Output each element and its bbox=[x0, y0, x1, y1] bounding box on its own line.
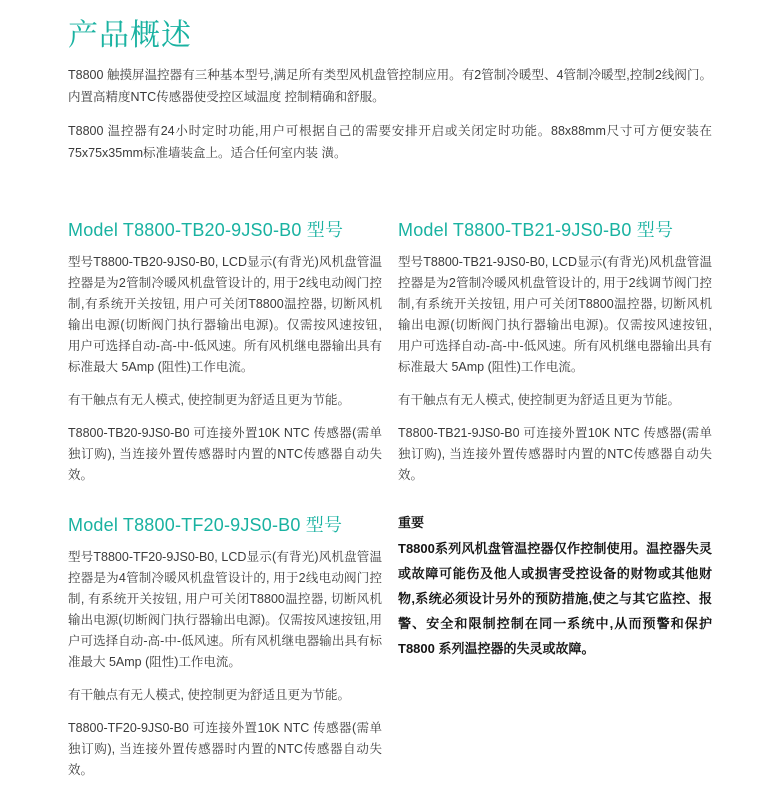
tb20-description: 型号T8800-TB20-9JS0-B0, LCD显示(有背光)风机盘管温控器是为2管制冷暖风机盘管设计的, 用于2线电动阀门控制,有系统开关按钮, 用户可关闭T8800温控器, 切断风机输出电源(切断阀门执行器输出电源)。仅需按风速按钮, 用户可选择自动-高-中-低风速。所有风机继电器输出具有标准最大 5Amp (阻性)工作电流。 bbox=[68, 255, 382, 374]
important-heading: 重要 bbox=[398, 515, 425, 530]
intro-paragraph-1: T8800 触摸屏温控器有三种基本型号,满足所有类型风机盘管控制应用。有2管制冷暖型、4管制冷暖型,控制2线阀门。内置高精度NTC传感器使受控区域温度 控制精确和舒服。 bbox=[68, 68, 712, 104]
tb20-sensor-note: T8800-TB20-9JS0-B0 可连接外置10K NTC 传感器(需单独订购), 当连接外置传感器时内置的NTC传感器自动失效。 bbox=[68, 426, 382, 482]
tb21-sensor-note: T8800-TB21-9JS0-B0 可连接外置10K NTC 传感器(需单独订购), 当连接外置传感器时内置的NTC传感器自动失效。 bbox=[398, 426, 712, 482]
tb21-dry-contact-note: 有干触点有无人模式, 使控制更为舒适且更为节能。 bbox=[398, 393, 680, 407]
section-heading-tb20: Model T8800-TB20-9JS0-B0 型号 bbox=[68, 220, 344, 240]
section-model-tb20 bbox=[68, 218, 382, 498]
model-sections-grid bbox=[68, 218, 712, 793]
intro-paragraph-2: T8800 温控器有24小时定时功能,用户可根据自己的需要安排开启或关闭定时功能。88x88mm尺寸可方便安装在75x75x35mm标准墙装盒上。适合任何室内装 潢。 bbox=[68, 124, 712, 160]
tb20-dry-contact-note: 有干触点有无人模式, 使控制更为舒适且更为节能。 bbox=[68, 393, 350, 407]
section-heading-tb21: Model T8800-TB21-9JS0-B0 型号 bbox=[398, 220, 674, 240]
page-title: 产品概述 bbox=[68, 19, 192, 52]
section-model-tf20 bbox=[68, 513, 382, 793]
section-model-tb21 bbox=[398, 218, 712, 498]
tf20-sensor-note: T8800-TF20-9JS0-B0 可连接外置10K NTC 传感器(需单独订购), 当连接外置传感器时内置的NTC传感器自动失效。 bbox=[68, 721, 382, 777]
section-heading-tf20: Model T8800-TF20-9JS0-B0 型号 bbox=[68, 515, 343, 535]
tb21-description: 型号T8800-TB21-9JS0-B0, LCD显示(有背光)风机盘管温控器是为2管制冷暖风机盘管设计的, 用于2线调节阀门控制,有系统开关按钮, 用户可关闭T8800温控器, 切断风机输出电源(切断阀门执行器输出电源)。仅需按风速按钮, 用户可选择自动-高-中-低风速。所有风机继电器输出具有标准最大 5Amp (阻性)工作电流。 bbox=[398, 255, 712, 374]
section-important-notice bbox=[398, 513, 712, 661]
tf20-description: 型号T8800-TF20-9JS0-B0, LCD显示(有背光)风机盘管温控器是为4管制冷暖风机盘管设计的, 用于2线电动阀门控制, 有系统开关按钮, 用户可关闭T8800温控器, 切断风机输出电源(切断阀门执行器输出电源)。仅需按风速按钮,用户可选择自动-高-中-低风速。所有风机继电器输出具有标准最大 5Amp (阻性)工作电流。 bbox=[68, 550, 382, 669]
tf20-dry-contact-note: 有干触点有无人模式, 使控制更为舒适且更为节能。 bbox=[68, 688, 350, 702]
important-body: T8800系列风机盘管温控器仅作控制使用。温控器失灵或故障可能伤及他人或损害受控设备的财物或其他财物,系统必须设计另外的预防措施,使之与其它监控、报警、安全和限制控制在同一系统中,从而预警和保护T8800 系列温控器的失灵或故障。 bbox=[398, 541, 712, 656]
